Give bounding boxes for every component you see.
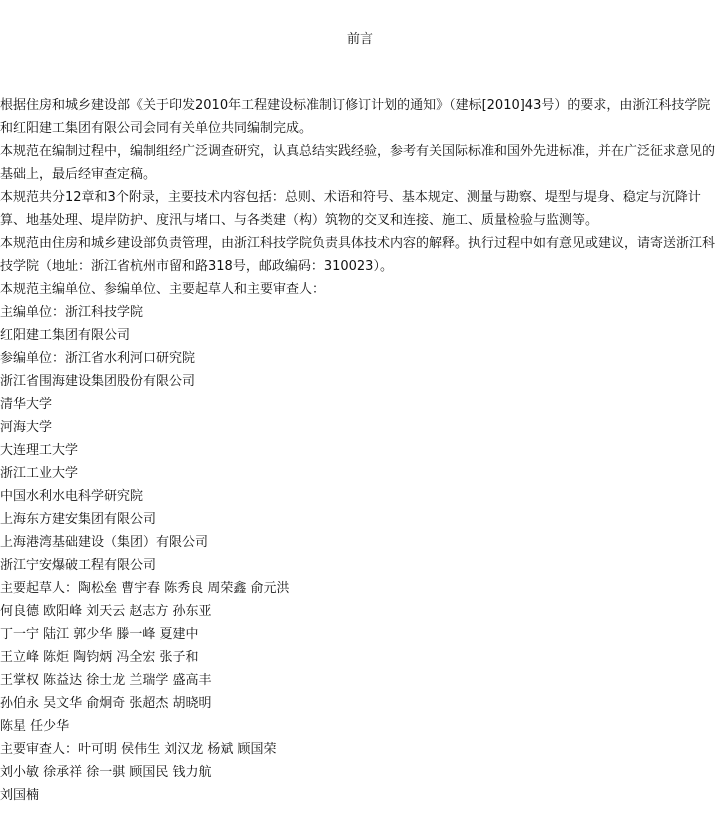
units-intro: 本规范主编单位、参编单位、主要起草人和主要审查人： xyxy=(0,282,326,297)
participating-unit-line: 大连理工大学 xyxy=(0,443,79,458)
reviewer-line: 刘国楠 xyxy=(0,788,40,803)
drafter-line: 孙伯永 吴文华 俞炯奇 张超杰 胡晓明 xyxy=(0,696,212,711)
participating-unit-line: 参编单位：浙江省水利河口研究院 xyxy=(0,351,196,366)
drafter-line: 王掌权 陈益达 徐士龙 兰瑞学 盛高丰 xyxy=(0,673,212,688)
paragraph-basis: 根据住房和城乡建设部《关于印发2010年工程建设标准制订修订计划的通知》（建标[2010]43号）的要求，由浙江科技学院和红阳建工集团有限公司会同有关单位共同编制完成。 xyxy=(0,98,711,136)
participating-unit-line: 浙江省围海建设集团股份有限公司 xyxy=(0,374,196,389)
paragraph-management: 本规范由住房和城乡建设部负责管理，由浙江科技学院负责具体技术内容的解释。执行过程中如有意见或建议，请寄送浙江科技学院（地址：浙江省杭州市留和路318号，邮政编码：310023）。 xyxy=(0,236,716,274)
participating-unit-line: 清华大学 xyxy=(0,397,53,412)
drafter-line: 主要起草人：陶松垒 曹宇春 陈秀良 周荣鑫 俞元洪 xyxy=(0,581,290,596)
reviewer-line: 刘小敏 徐承祥 徐一骐 顾国民 钱力航 xyxy=(0,765,212,780)
drafter-line: 丁一宁 陆江 郭少华 滕一峰 夏建中 xyxy=(0,627,199,642)
participating-unit-line: 上海港湾基础建设（集团）有限公司 xyxy=(0,535,209,550)
chief-unit-line: 红阳建工集团有限公司 xyxy=(0,328,131,343)
paragraph-process: 本规范在编制过程中，编制组经广泛调查研究，认真总结实践经验，参考有关国际标准和国外先进标准，并在广泛征求意见的基础上，最后经审查定稿。 xyxy=(0,144,716,182)
participating-unit-line: 中国水利水电科学研究院 xyxy=(0,489,144,504)
drafter-line: 王立峰 陈炬 陶钧炳 冯全宏 张子和 xyxy=(0,650,199,665)
paragraph-contents: 本规范共分12章和3个附录，主要技术内容包括：总则、术语和符号、基本规定、测量与勘察、堤型与堤身、稳定与沉降计算、地基处理、堤岸防护、度汛与堵口、与各类建（构）筑物的交叉和连接、施工、质量检验与监测等。 xyxy=(0,190,701,228)
participating-unit-line: 上海东方建安集团有限公司 xyxy=(0,512,157,527)
participating-unit-line: 浙江工业大学 xyxy=(0,466,79,481)
participating-unit-line: 河海大学 xyxy=(0,420,53,435)
document-body xyxy=(0,94,716,807)
drafter-line: 何良德 欧阳峰 刘天云 赵志方 孙东亚 xyxy=(0,604,212,619)
participating-unit-line: 浙江宁安爆破工程有限公司 xyxy=(0,558,157,573)
drafter-line: 陈星 任少华 xyxy=(0,719,70,734)
reviewer-line: 主要审查人：叶可明 侯伟生 刘汉龙 杨斌 顾国荣 xyxy=(0,742,277,757)
chief-unit-line: 主编单位：浙江科技学院 xyxy=(0,305,144,320)
page-title: 前言 xyxy=(346,32,373,47)
